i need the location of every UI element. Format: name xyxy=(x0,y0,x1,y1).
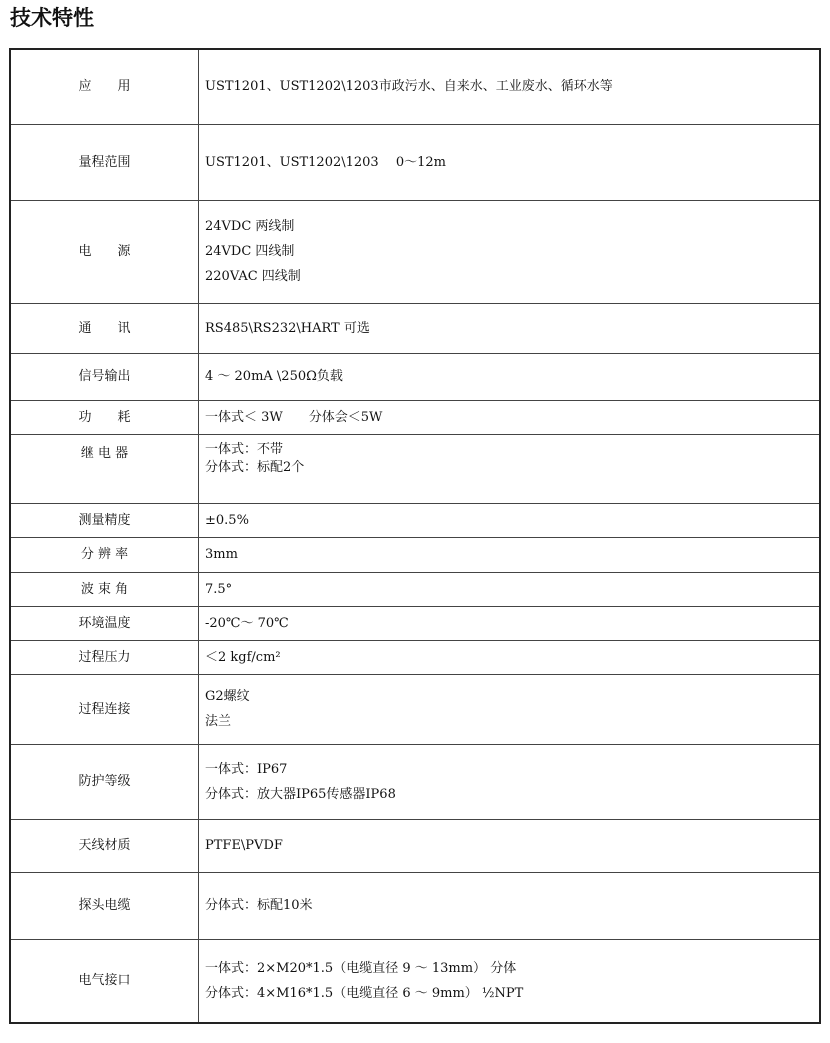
value-line: ＜2 kgf/cm² xyxy=(205,649,281,665)
row-value xyxy=(199,303,821,353)
spec-row-electrical-interface xyxy=(10,939,820,1023)
spec-row-ambient-temperature xyxy=(10,606,820,640)
spec-row-power xyxy=(10,200,820,303)
row-value xyxy=(199,124,821,200)
spec-row-process-pressure xyxy=(10,640,820,674)
spec-row-power-consumption xyxy=(10,400,820,434)
value-line: PTFE\PVDF xyxy=(205,838,283,853)
value-line: 分体式：4×M16*1.5（电缆直径 6 ～ 9mm） ½NPT xyxy=(205,985,524,1001)
row-label: 分 辨 率 xyxy=(10,537,199,572)
value-line: 一体式：IP67 xyxy=(205,761,288,777)
row-label: 过程连接 xyxy=(10,674,199,744)
row-value xyxy=(199,537,821,572)
spec-row-signal-output xyxy=(10,353,820,400)
value-line: 220VAC 四线制 xyxy=(205,269,301,284)
value-line: 分体式：放大器IP65传感器IP68 xyxy=(205,786,396,802)
page-title: 技术特性 xyxy=(10,6,94,30)
spec-row-probe-cable xyxy=(10,872,820,939)
row-label: 应 用 xyxy=(10,49,199,124)
row-value xyxy=(199,200,821,303)
row-value xyxy=(199,606,821,640)
value-line: RS485\RS232\HART 可选 xyxy=(205,320,370,336)
value-line: ±0.5% xyxy=(205,512,249,528)
spec-row-beam-angle xyxy=(10,572,820,606)
row-value xyxy=(199,353,821,400)
value-line: UST1201、UST1202\1203市政污水、自来水、工业废水、循环水等 xyxy=(205,79,613,95)
row-value xyxy=(199,939,821,1023)
spec-row-accuracy xyxy=(10,503,820,537)
value-line: 分体式：标配2个 xyxy=(205,459,305,475)
row-value xyxy=(199,503,821,537)
value-line: 24VDC 两线制 xyxy=(205,219,295,234)
spec-row-process-connection xyxy=(10,674,820,744)
row-value xyxy=(199,400,821,434)
row-label: 电 源 xyxy=(10,200,199,303)
row-value xyxy=(199,744,821,819)
value-line: 4 ～ 20mA \250Ω负载 xyxy=(205,369,343,384)
spec-row-range xyxy=(10,124,820,200)
row-value xyxy=(199,872,821,939)
value-line: -20℃～ 70℃ xyxy=(205,615,289,631)
row-label: 探头电缆 xyxy=(10,872,199,939)
value-line: 24VDC 四线制 xyxy=(205,244,295,259)
row-value xyxy=(199,640,821,674)
spec-row-antenna-material xyxy=(10,819,820,872)
row-value xyxy=(199,674,821,744)
row-value xyxy=(199,49,821,124)
value-line: 7.5° xyxy=(205,581,233,597)
row-label: 防护等级 xyxy=(10,744,199,819)
value-line: 一体式：不带 xyxy=(205,441,284,457)
row-label: 通 讯 xyxy=(10,303,199,353)
row-label: 电气接口 xyxy=(10,939,199,1023)
row-label: 测量精度 xyxy=(10,503,199,537)
row-value xyxy=(199,572,821,606)
row-value xyxy=(199,819,821,872)
row-label: 天线材质 xyxy=(10,819,199,872)
spec-row-protection-class xyxy=(10,744,820,819)
value-line: 一体式＜ 3W 分体会＜5W xyxy=(205,409,383,425)
row-value xyxy=(199,434,821,503)
row-label: 波 束 角 xyxy=(10,572,199,606)
value-line: 3mm xyxy=(205,547,238,562)
value-line: G2螺纹 xyxy=(205,689,250,704)
row-label: 信号输出 xyxy=(10,353,199,400)
row-label: 继 电 器 xyxy=(10,434,199,503)
value-line: UST1201、UST1202\1203 0～12m xyxy=(205,154,446,170)
spec-row-resolution xyxy=(10,537,820,572)
row-label: 功 耗 xyxy=(10,400,199,434)
value-line: 分体式：标配10米 xyxy=(205,898,313,913)
spec-row-application xyxy=(10,49,820,124)
spec-table xyxy=(9,48,821,1024)
spec-row-communication xyxy=(10,303,820,353)
value-line: 法兰 xyxy=(205,714,232,729)
value-line: 一体式：2×M20*1.5（电缆直径 9 ～ 13mm） 分体 xyxy=(205,960,517,976)
row-label: 环境温度 xyxy=(10,606,199,640)
spec-row-relay xyxy=(10,434,820,503)
row-label: 量程范围 xyxy=(10,124,199,200)
row-label: 过程压力 xyxy=(10,640,199,674)
